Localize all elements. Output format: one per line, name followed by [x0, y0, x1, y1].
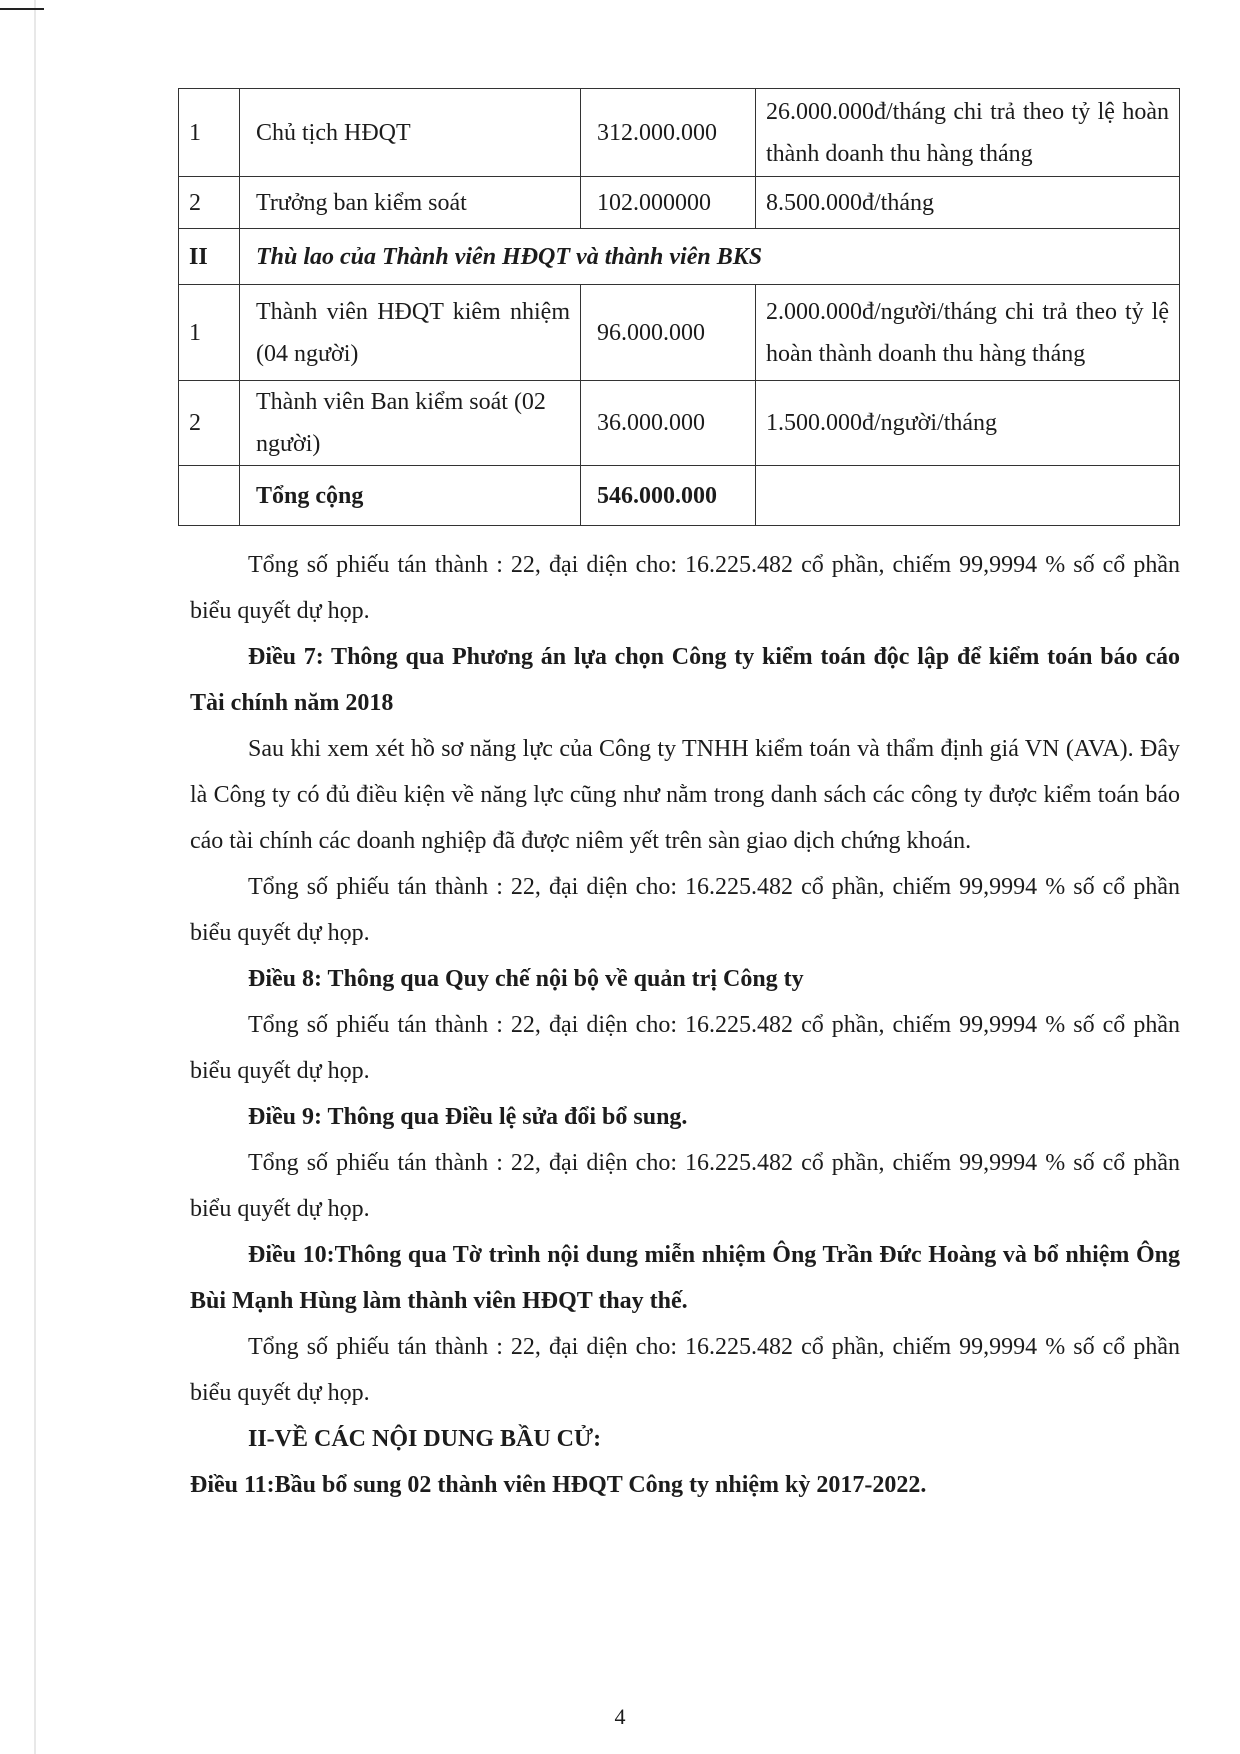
row-amount: 96.000.000 [581, 285, 756, 381]
vote-paragraph: Tổng số phiếu tán thành : 22, đại diện cho: 16.225.482 cổ phần, chiếm 99,9994 % số cổ phần biểu quyết dự họp. [190, 1150, 1180, 1222]
row-amount: 312.000.000 [581, 89, 756, 177]
page-edge [34, 0, 36, 1754]
row-number: 1 [179, 89, 240, 177]
dieu-8-heading: Điều 8: Thông qua Quy chế nội bộ về quản trị Công ty [248, 966, 804, 992]
row-note: 1.500.000đ/người/tháng [756, 381, 1180, 466]
dieu-11-heading: Điều 11:Bầu bổ sung 02 thành viên HĐQT Công ty nhiệm kỳ 2017-2022. [190, 1472, 927, 1498]
empty-cell [179, 466, 240, 526]
dieu-9-heading: Điều 9: Thông qua Điều lệ sửa đổi bổ sung. [248, 1104, 688, 1130]
scan-corner-mark [0, 8, 44, 10]
table-row [179, 285, 1180, 381]
document-body [190, 542, 1180, 1508]
section-title: Thù lao của Thành viên HĐQT và thành viên BKS [240, 229, 1180, 285]
row-title: Thành viên HĐQT kiêm nhiệm (04 người) [240, 285, 581, 381]
section-ii-heading: II-VỀ CÁC NỘI DUNG BẦU CỬ: [248, 1426, 602, 1452]
vote-paragraph: Tổng số phiếu tán thành : 22, đại diện cho: 16.225.482 cổ phần, chiếm 99,9994 % số cổ phần biểu quyết dự họp. [190, 1012, 1180, 1084]
table-row [179, 177, 1180, 229]
row-note: 2.000.000đ/người/tháng chi trả theo tỷ lệ hoàn thành doanh thu hàng tháng [756, 285, 1180, 381]
row-note: 8.500.000đ/tháng [756, 177, 1180, 229]
page-number: 4 [614, 1704, 626, 1729]
dieu-7-body: Sau khi xem xét hồ sơ năng lực của Công ty TNHH kiểm toán và thẩm định giá VN (AVA). Đây là Công ty có đủ điều kiện về năng lực cũng như nằm trong danh sách các công ty được kiểm toán báo cáo tài chính các doanh nghiệp đã được niêm yết trên sàn giao dịch chứng khoán. [190, 736, 1180, 854]
compensation-table [178, 88, 1180, 526]
total-amount: 546.000.000 [581, 466, 756, 526]
table-total-row [179, 466, 1180, 526]
row-note: 26.000.000đ/tháng chi trả theo tỷ lệ hoàn thành doanh thu hàng tháng [756, 89, 1180, 177]
table-row [179, 89, 1180, 177]
row-title: Trưởng ban kiểm soát [240, 177, 581, 229]
row-amount: 36.000.000 [581, 381, 756, 466]
vote-paragraph: Tổng số phiếu tán thành : 22, đại diện cho: 16.225.482 cổ phần, chiếm 99,9994 % số cổ phần biểu quyết dự họp. [190, 874, 1180, 946]
row-title: Thành viên Ban kiểm soát (02 người) [240, 381, 581, 466]
dieu-7-heading: Điều 7: Thông qua Phương án lựa chọn Công ty kiểm toán độc lập để kiểm toán báo cáo Tài chính năm 2018 [190, 644, 1180, 716]
total-label: Tổng cộng [240, 466, 581, 526]
row-number: 1 [179, 285, 240, 381]
table-section-row [179, 229, 1180, 285]
table-row [179, 381, 1180, 466]
section-number: II [179, 229, 240, 285]
dieu-10-heading: Điều 10:Thông qua Tờ trình nội dung miễn nhiệm Ông Trần Đức Hoàng và bổ nhiệm Ông Bùi Mạnh Hùng làm thành viên HĐQT thay thế. [190, 1242, 1180, 1314]
row-amount: 102.000000 [581, 177, 756, 229]
row-number: 2 [179, 177, 240, 229]
vote-paragraph: Tổng số phiếu tán thành : 22, đại diện cho: 16.225.482 cổ phần, chiếm 99,9994 % số cổ phần biểu quyết dự họp. [190, 1334, 1180, 1406]
vote-paragraph: Tổng số phiếu tán thành : 22, đại diện cho: 16.225.482 cổ phần, chiếm 99,9994 % số cổ phần biểu quyết dự họp. [190, 552, 1180, 624]
row-title: Chủ tịch HĐQT [240, 89, 581, 177]
empty-cell [756, 466, 1180, 526]
row-number: 2 [179, 381, 240, 466]
